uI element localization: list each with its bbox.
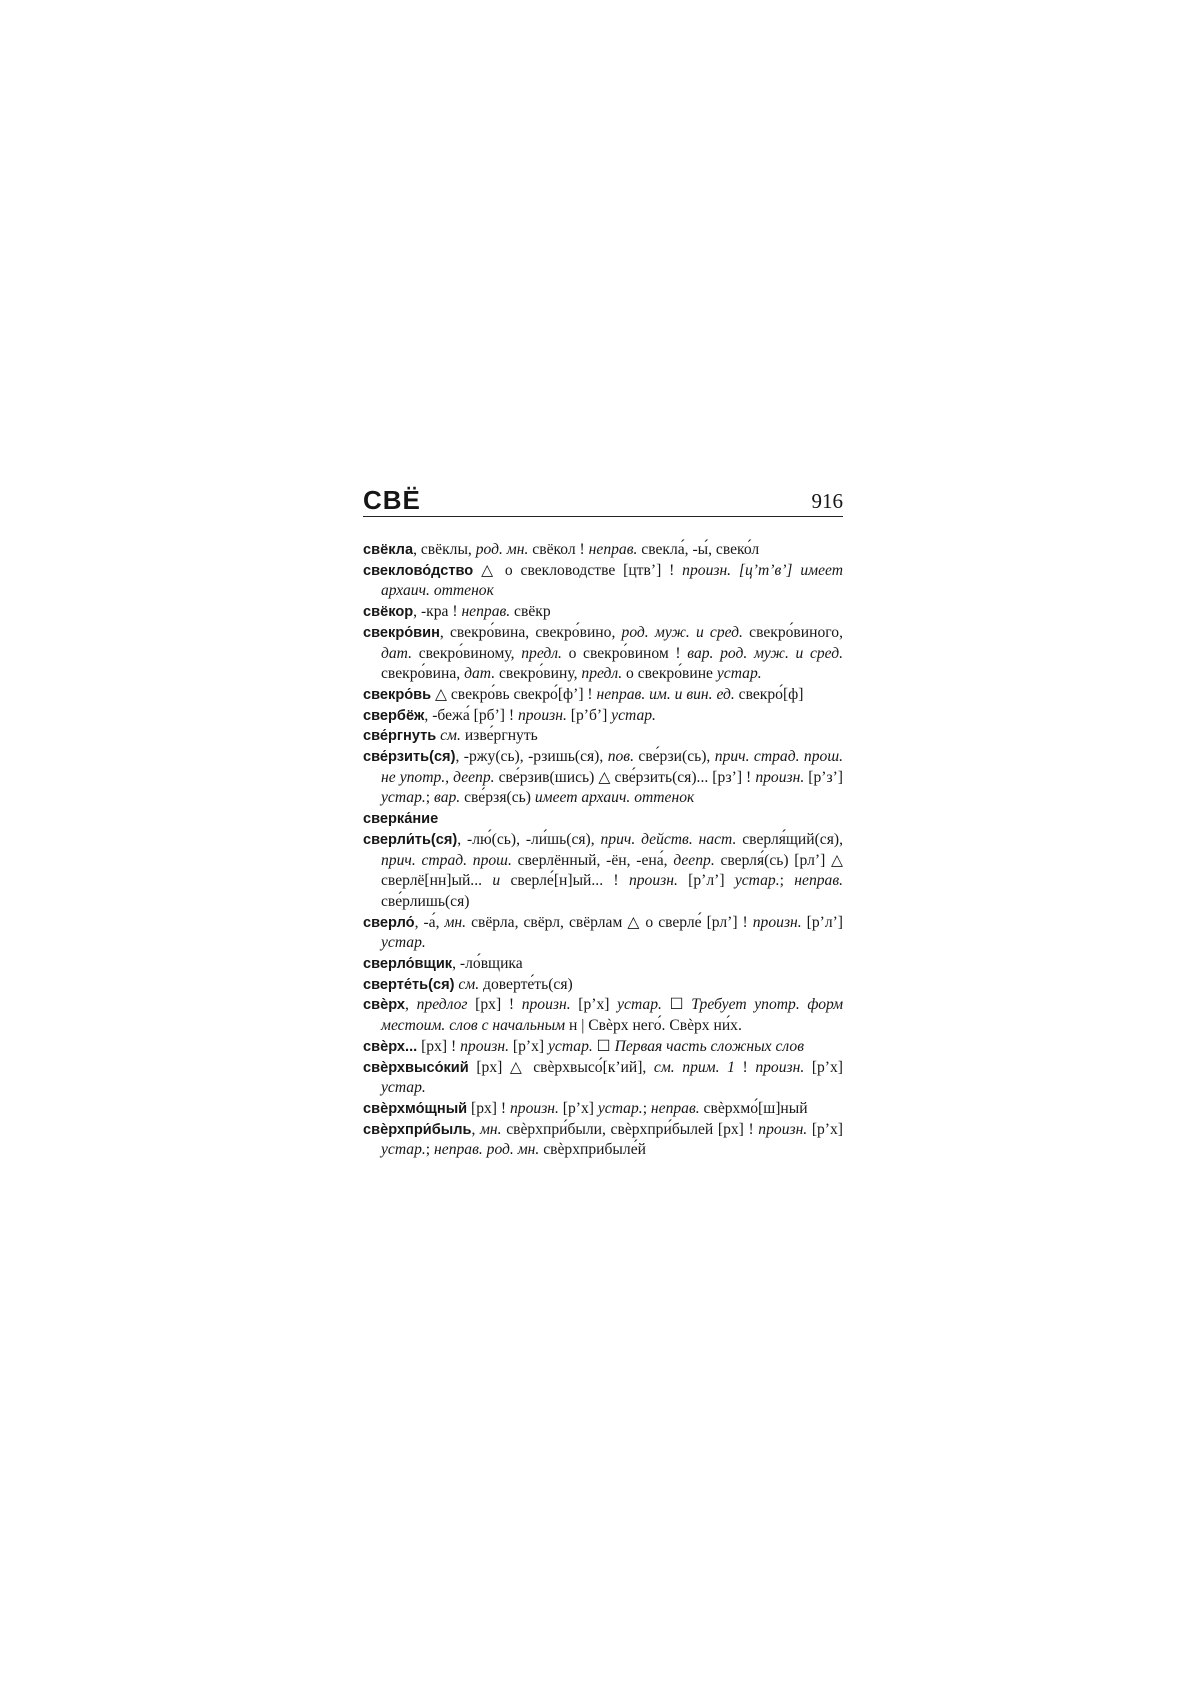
dictionary-entry	[363, 747, 843, 809]
dictionary-entry	[363, 602, 843, 623]
dictionary-entry	[363, 1058, 843, 1099]
entry-headword: свѐрх	[363, 997, 406, 1014]
entry-text: , -а́,	[414, 913, 445, 931]
entry-label: устар.	[547, 1037, 593, 1055]
entry-label: произн.	[752, 913, 802, 931]
entry-text: ,	[405, 996, 417, 1014]
entry-text: [р’л’]	[677, 872, 735, 890]
dictionary-entry	[363, 726, 843, 747]
entry-text: сверле́[н]ый... !	[500, 872, 629, 890]
entry-text: [р’з’]	[804, 768, 843, 786]
entry-text: свекла́, -ы́, свеко́л	[637, 541, 760, 558]
entry-text: свёкол !	[528, 541, 589, 558]
page-header	[363, 485, 843, 525]
entry-headword: свѐрх...	[363, 1038, 418, 1055]
entry-text: свекро́вина,	[381, 665, 465, 683]
entry-list	[363, 540, 843, 1161]
entry-label: устар.	[716, 665, 762, 683]
entry-label: мн.	[444, 913, 467, 931]
entry-text: , -лю́(сь), -ли́шь(ся),	[457, 830, 601, 848]
entry-label: произн.	[755, 768, 805, 786]
entry-label: имеет архаич. оттенок	[534, 789, 695, 807]
entry-text: [рх] △ свѐрхвысо́[к’ий],	[468, 1058, 654, 1076]
entry-text: ;	[779, 872, 795, 890]
entry-text: [р’б’]	[566, 706, 612, 724]
entry-text: , -кра !	[413, 603, 462, 621]
entry-label: имеет архаич. оттенок	[381, 561, 843, 600]
entry-text: △	[473, 561, 505, 579]
dictionary-entry	[363, 623, 843, 685]
entry-label: см.	[440, 727, 461, 745]
entry-headword: свѐрхвысо́кий	[363, 1059, 469, 1076]
header-rule	[363, 516, 843, 517]
entry-text: свекро́виного,	[742, 623, 843, 641]
entry-text: [р’х]	[804, 1058, 843, 1076]
entry-text: [р’х]	[570, 996, 618, 1014]
entry-text: [р’х]	[558, 1099, 598, 1117]
entry-headword: све́ргнуть	[363, 728, 437, 745]
entry-text: [р’х]	[509, 1037, 548, 1055]
entry-text: свѐрхпри́были, свѐрхпри́былей [рх] !	[501, 1120, 759, 1138]
entry-label: неправ.	[794, 872, 844, 890]
entry-headword: свербёж	[363, 707, 425, 724]
entry-label: неправ.	[650, 1099, 700, 1117]
entry-text: !	[734, 1058, 756, 1076]
entry-text: △ свекро́вь свекро́[ф’] !	[431, 685, 597, 703]
entry-text: ;	[425, 1141, 435, 1159]
entry-text: сверля́щий(ся),	[736, 830, 843, 848]
entry-headword: сверло́вщик	[363, 956, 453, 973]
dictionary-entry	[363, 1120, 843, 1161]
entry-headword: свекро́вь	[363, 686, 432, 703]
page-number: 916	[811, 489, 843, 513]
entry-label: произн.	[517, 706, 567, 724]
entry-label: Первая часть сложных слов	[614, 1037, 804, 1055]
entry-text: ☐	[661, 996, 692, 1014]
entry-text: сверля́(сь) [рл’] △ сверлё[нн]ый...	[381, 851, 843, 890]
dictionary-entry	[363, 975, 843, 996]
entry-text: о свекловодстве [цтв	[504, 561, 651, 579]
entry-label: устар.	[734, 872, 780, 890]
entry-label: устар.	[381, 1141, 426, 1159]
entry-text: [р’л’]	[801, 913, 844, 931]
entry-label: вар.	[434, 789, 461, 807]
entry-text: ’	[650, 561, 657, 579]
entry-label: неправ.	[461, 603, 511, 621]
entry-text: ☐	[592, 1037, 615, 1055]
entry-text: , -ржу(сь), -рзишь(ся),	[455, 748, 608, 766]
dictionary-entry	[363, 913, 843, 954]
entry-label: устар.	[381, 789, 426, 807]
dictionary-entry	[363, 685, 843, 706]
entry-label: прич. страд. прош. не употр., деепр.	[381, 748, 843, 786]
entry-text: све́рлишь(ся)	[381, 892, 470, 910]
entry-headword: свёкор	[363, 604, 414, 621]
entry-label: мн.	[479, 1120, 502, 1138]
entry-text: свёрла, свёрл, свёрлам △ о сверле́ [рл’] !	[466, 913, 753, 931]
dictionary-entry	[363, 995, 843, 1036]
dictionary-entry	[363, 954, 843, 975]
entry-text: све́рзи(сь),	[633, 748, 715, 766]
entry-text: [р’х]	[807, 1120, 843, 1138]
entry-label: устар.	[381, 1079, 426, 1097]
dictionary-entry	[363, 830, 843, 913]
entry-label: см.	[458, 975, 480, 993]
entry-label: прич. действ. наст.	[600, 830, 737, 848]
entry-label: [ц’т’в’]	[731, 561, 801, 579]
entry-label: и	[492, 872, 501, 890]
entry-label: вар. род. муж. и сред.	[687, 644, 843, 662]
entry-text: [рх] !	[467, 1099, 510, 1117]
entry-text: [рх] !	[467, 996, 522, 1014]
entry-label: род. мн.	[475, 541, 529, 558]
entry-label: предлог	[416, 996, 468, 1014]
running-head-word: СВЁ	[363, 485, 421, 515]
entry-label: произн.	[628, 872, 678, 890]
entry-text: свекро́виному,	[412, 644, 522, 662]
entry-text: , свёклы,	[413, 541, 476, 558]
entry-label: устар.	[611, 706, 656, 724]
entry-label: предл.	[521, 644, 562, 662]
entry-headword: свеклово́дство	[363, 562, 474, 579]
entry-headword: сверте́ть(ся)	[363, 976, 455, 993]
entry-label: деепр.	[673, 851, 715, 869]
entry-label: произн.	[460, 1037, 509, 1055]
dictionary-entry	[363, 561, 843, 602]
dictionary-entry	[363, 809, 843, 830]
entry-label: прич. страд. прош.	[381, 851, 512, 869]
entry-label: неправ. род. мн.	[434, 1141, 540, 1159]
entry-text: свекро́вину,	[495, 665, 582, 683]
entry-text: све́рзя(сь)	[460, 789, 535, 807]
entry-label: неправ.	[588, 541, 638, 558]
entry-headword: свёкла	[363, 542, 414, 558]
entry-headword: сверка́ние	[363, 811, 439, 828]
entry-text: [рх] !	[417, 1037, 461, 1055]
entry-text: , -бежа́ [рб’] !	[424, 706, 518, 724]
entry-headword: свекро́вин	[363, 624, 440, 641]
entry-text: доверте́ть(ся)	[479, 975, 573, 993]
entry-label: произн.	[758, 1120, 808, 1138]
entry-label: устар.	[597, 1099, 643, 1117]
entry-label: произн.	[521, 996, 571, 1014]
entry-text: ] !	[656, 561, 683, 579]
entry-label: дат.	[464, 665, 496, 683]
entry-text: сверлённый, -ён, -ена́,	[511, 851, 674, 869]
entry-text: н | Свѐрх него́. Свѐрх ни́х.	[565, 1017, 742, 1035]
entry-text: свёкр	[510, 603, 551, 621]
entry-label: предл.	[581, 665, 623, 683]
entry-headword: сверло́	[363, 914, 415, 931]
entry-text: ;	[425, 789, 435, 807]
entry-headword: све́рзить(ся)	[363, 749, 456, 766]
entry-text: свѐрхмо́[ш]ный	[699, 1099, 808, 1117]
entry-text: о свекро́вином !	[561, 644, 688, 662]
entry-label: см. прим. 1	[653, 1058, 735, 1076]
entry-text: ,	[471, 1120, 480, 1138]
dictionary-entry	[363, 1099, 843, 1120]
entry-label: дат.	[381, 644, 413, 662]
dictionary-entry	[363, 1037, 843, 1058]
entry-headword: свѐрхмо́щный	[363, 1100, 468, 1117]
dictionary-entry	[363, 706, 843, 727]
entry-label: Требует употр. форм местоим. слов с начальным	[381, 996, 844, 1035]
entry-headword: сверли́ть(ся)	[363, 831, 458, 848]
entry-text: ;	[642, 1099, 651, 1117]
dictionary-entry	[363, 540, 843, 561]
entry-label: устар.	[381, 934, 426, 952]
entry-label: произн.	[755, 1058, 805, 1076]
entry-label: устар.	[617, 996, 662, 1014]
entry-label: пов.	[607, 748, 634, 766]
entry-label: неправ. им. и вин. ед.	[596, 685, 735, 703]
entry-text: изве́ргнуть	[460, 727, 538, 745]
entry-label: произн.	[682, 561, 732, 579]
entry-headword: свѐрхпри́быль	[363, 1121, 472, 1138]
entry-text: , свекро́вина, свекро́вино,	[439, 623, 622, 641]
entry-text: свекро́[ф]	[734, 685, 804, 703]
entry-text: , -ло́вщика	[452, 955, 523, 973]
entry-text: свѐрхприбыле́й	[539, 1141, 646, 1159]
entry-text: о свекро́вине	[622, 665, 717, 683]
entry-label: произн.	[510, 1099, 559, 1117]
entry-label: род. муж. и сред.	[621, 623, 743, 641]
entry-text: све́рзив(шись) △ све́рзить(ся)... [рз’] !	[494, 768, 756, 786]
